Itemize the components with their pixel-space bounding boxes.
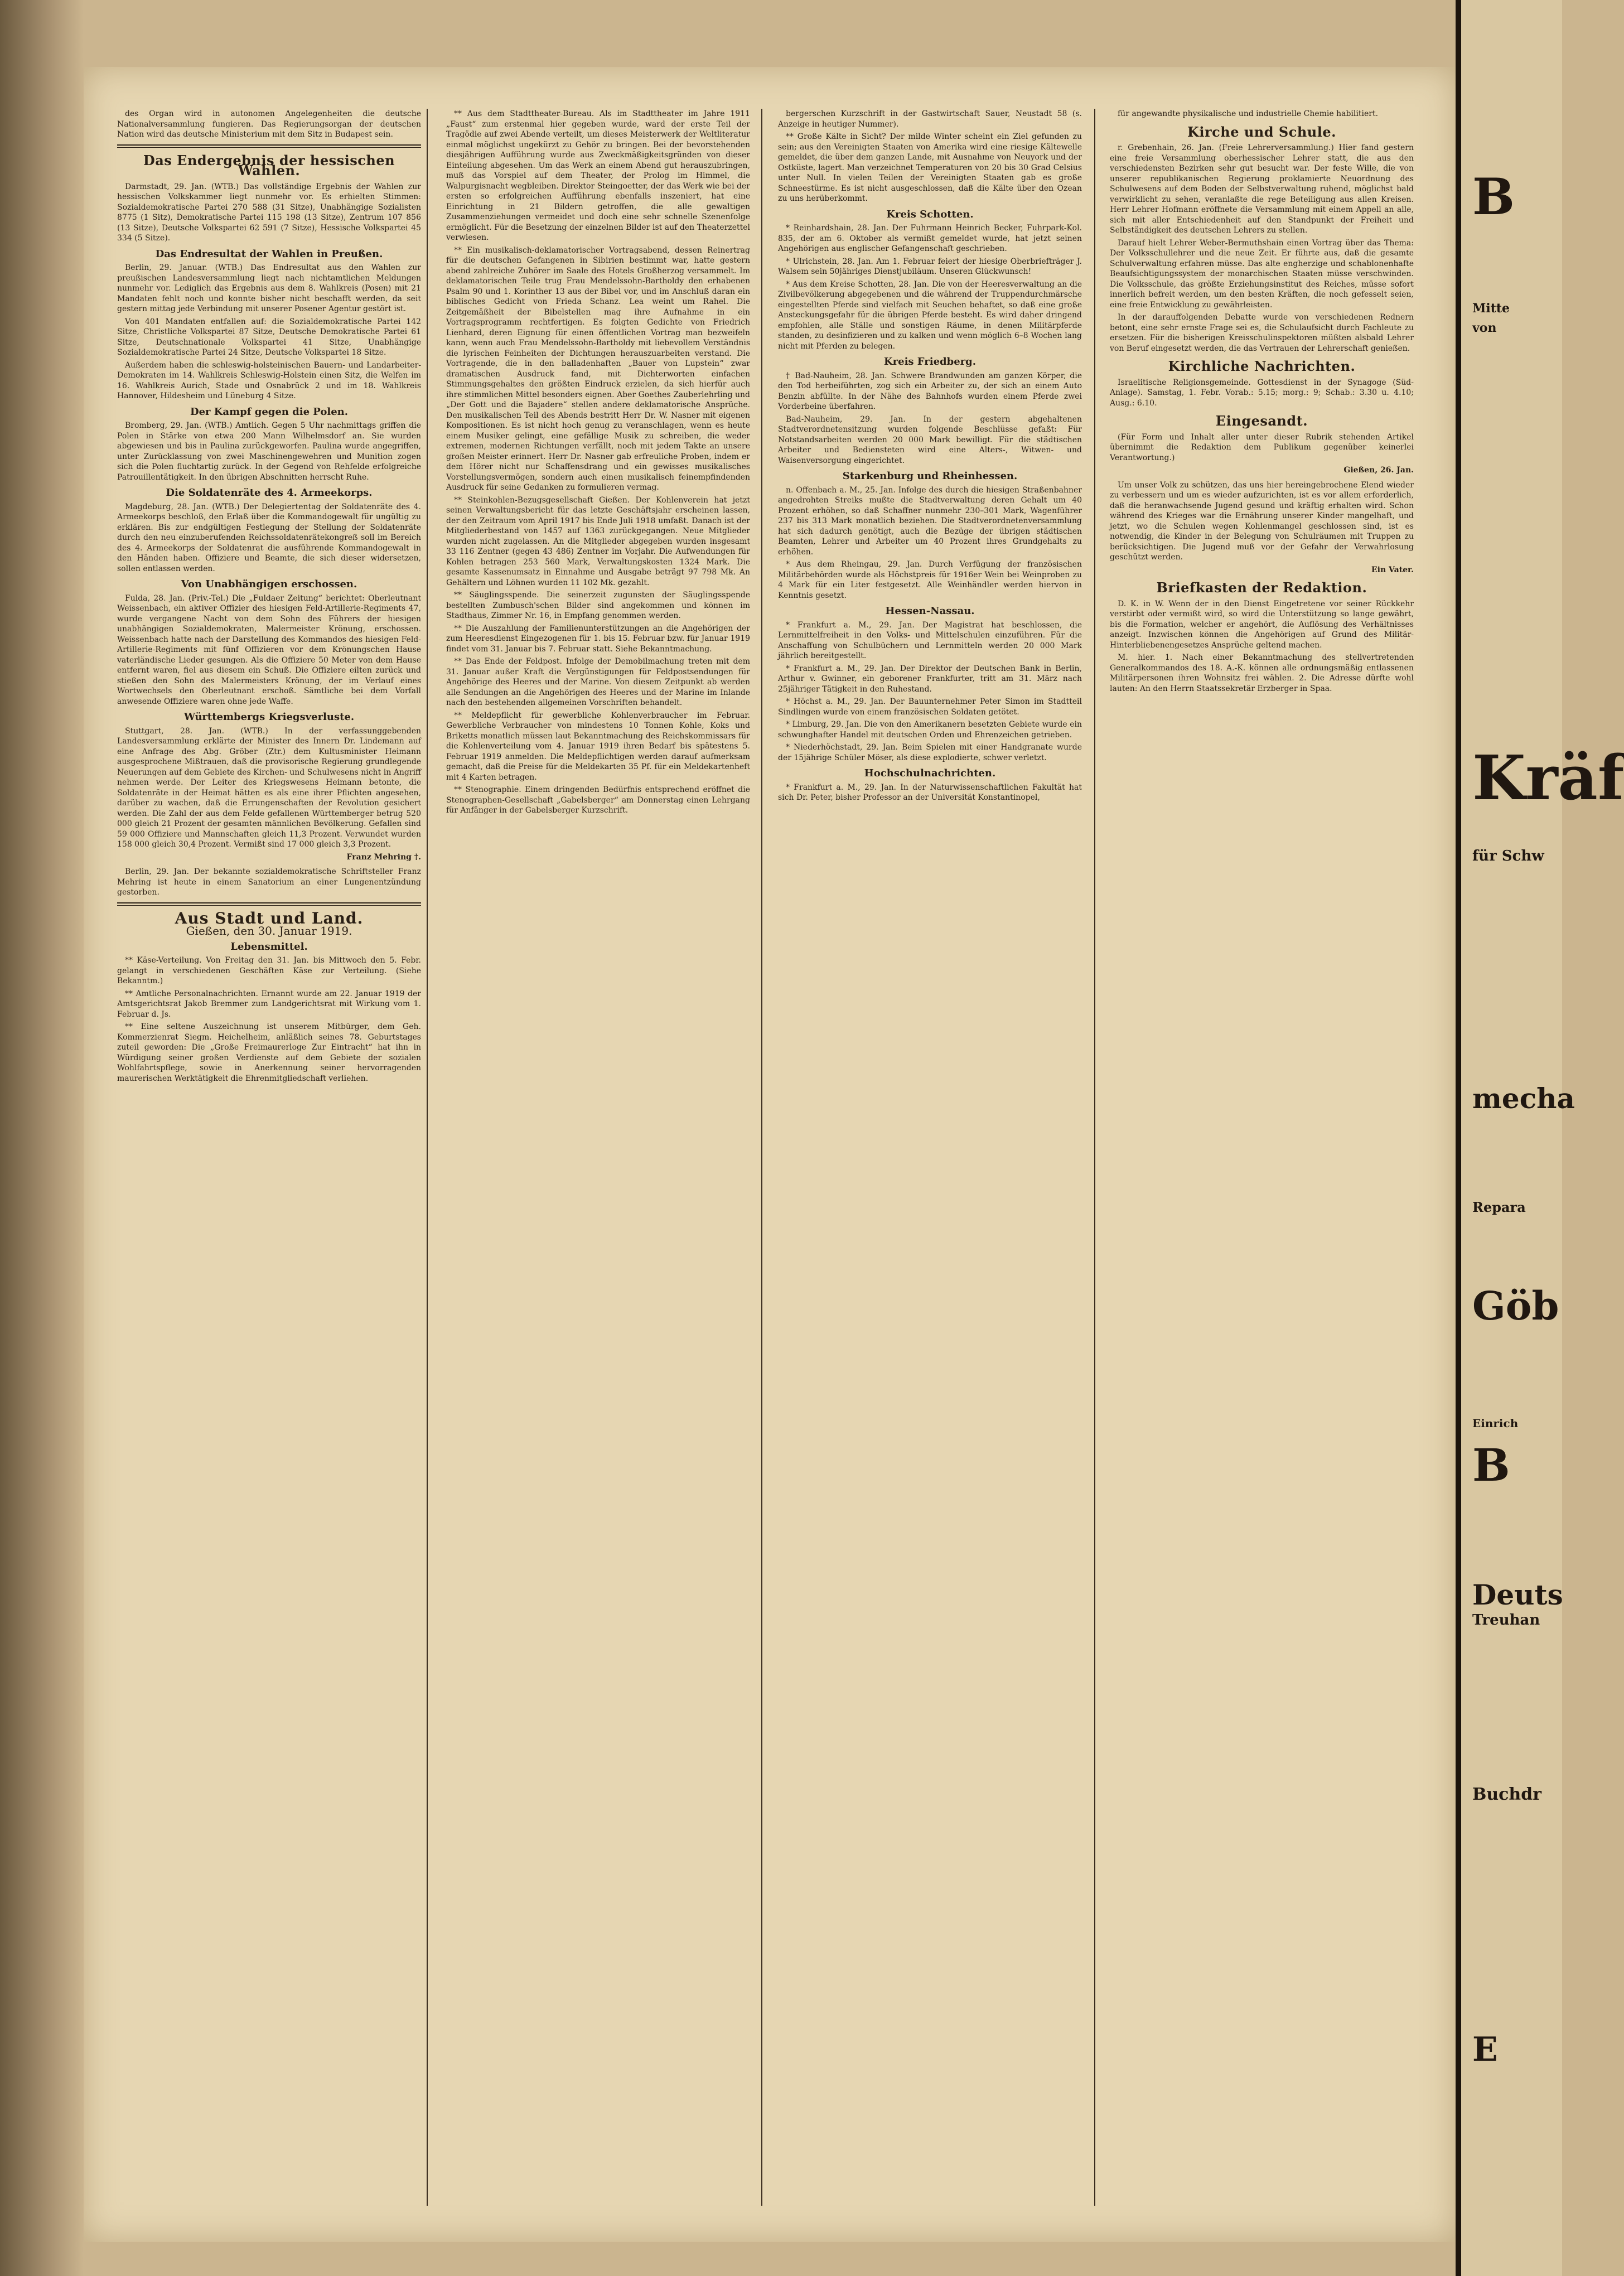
article-saeugling: ** Säuglingsspende. Die seinerzeit zugunsten der Säuglingsspende bestellten Zumbusch'schen Bilder sind angekommen und können im Stadthaus, Zimmer Nr. 16, in Empfang genommen werden.	[446, 591, 750, 620]
headline-soldaten: Die Soldatenräte des 4. Armeekorps.	[166, 487, 373, 499]
headline-kirche: Kirche und Schule.	[1187, 123, 1336, 140]
headline-kirchlich: Kirchliche Nachrichten.	[1168, 358, 1356, 374]
adjacent-page-strip	[1456, 0, 1624, 2276]
article-hochschul: * Frankfurt a. M., 29. Jan. In der Naturwissenschaftlichen Fakultät hat sich Dr. Peter, bisher Professor an der Universität Konstantinopel,	[778, 782, 1082, 802]
headline-eingesandt: Eingesandt.	[1215, 413, 1308, 429]
column-3	[778, 109, 1082, 2206]
headline-hessen-nassau: Hessen-Nassau.	[885, 605, 975, 617]
dateline: Gießen, den 30. Januar 1919.	[186, 924, 352, 938]
column-rule	[1094, 109, 1095, 2206]
article-feldpost: ** Das Ende der Feldpost. Infolge der Demobilmachung treten mit dem 31. Januar außer Kraft die Vergünstigungen für Feldpostsendungen für Angehörige des Heeres und der Marine. Von diesem Zeitpunkt ab werden alle Sendungen an die Angehörigen des Heeres und der Marine im Inlande nach den bestehenden allgemeinen Vorschriften behandelt.	[446, 657, 750, 707]
column-rule	[761, 109, 762, 2206]
strip-fragment: Treuhan	[1472, 1612, 1540, 1629]
article-mandate: Von 401 Mandaten entfallen auf: die Sozialdemokratische Partei 142 Sitze, Christliche Volkspartei 87 Sitze, Deutsche Demokratische Partei 61 Sitze, Deutschnationale Volkspartei 41 Sitze, Unabhängige Sozialdemokratische Partei 24 Sitze, Deutsche Volkspartei 18 Sitze.	[117, 317, 421, 357]
column-4	[1110, 109, 1414, 2206]
article-preussen: Berlin, 29. Januar. (WTB.) Das Endresultat aus den Wahlen zur preußischen Landesversammlung liegt nach nichtamtlichen Meldungen nunmehr vor. Lediglich das Ergebnis aus dem 8. Wahlkreis (Posen) mit 21 Mandaten fehlt noch und konnte bisher nicht beschafft werden, da seit gestern mittag jede Verbindung mit unserer Posener Agentur gestört ist.	[117, 263, 421, 313]
book-binding	[0, 0, 84, 2276]
headline-hochschul: Hochschulnachrichten.	[864, 767, 996, 779]
article-reinhardshain: * Reinhardshain, 28. Jan. Der Fuhrmann Heinrich Becker, Fuhrpark-Kol. 835, der am 6. Oktober als vermißt gemeldet wurde, hat jetzt seinen Angehörigen aus englischer Gefangenschaft geschrieben.	[778, 224, 1082, 253]
article-familien: ** Die Auszahlung der Familienunterstützungen an die Angehörigen der zum Heeresdienst Eingezogenen für 1. bis 15. Februar bzw. für Januar 1919 findet vom 31. Januar bis 7. Februar statt. Siehe Bekanntmachung.	[446, 624, 750, 654]
headline-unabh: Von Unabhängigen erschossen.	[181, 578, 357, 590]
article-soldaten: Magdeburg, 28. Jan. (WTB.) Der Delegiertentag der Soldatenräte des 4. Armeekorps beschloß, den Erlaß über die Kommandogewalt für ungültig zu erklären. Bis zur endgültigen Festlegung der Stellung der Soldatenräte durch den neu einzuberufenden Reichssoldatenrätekongreß soll im Bereich des 4. Armeekorps der Soldatenrat die ausführende Kommandogewalt in den Händen haben. Offiziere und Beamte, die sich dieser widersetzen, sollen entlassen werden.	[117, 502, 421, 573]
article-kaelte: ** Große Kälte in Sicht? Der milde Winter scheint ein Ziel gefunden zu sein; aus den Vereinigten Staaten von Amerika wird eine riesige Kältewelle gemeldet, die über dem ganzen Lande, mit Ausnahme von Neuyork und der Ostküste, lagert. Man verzeichnet Temperaturen von 20 bis 30 Grad Celsius unter Null. In vielen Teilen der Vereinigten Staaten gab es große Schneestürme. Es ist nicht ausgeschlossen, daß die Kälte über den Ozean zu uns herüberkommt.	[778, 132, 1082, 203]
article-personal: ** Amtliche Personalnachrichten. Ernannt wurde am 22. Januar 1919 der Amtsgerichtsrat Jakob Bremmer zum Landgerichtsrat mit Wirkung vom 1. Februar d. Js.	[117, 989, 421, 1019]
signature: Ein Vater.	[1371, 565, 1414, 574]
article-eingesandt: Um unser Volk zu schützen, das uns hier hereingebrochene Elend wieder zu verbessern und um es wieder aufzurichten, ist es vor allem erforderlich, daß die heranwachsende Jugend gesund und kräftig erhalten wird. Schon während des Krieges war die Ernährung unserer Kinder mangelhaft, und jetzt, wo die Schulen wegen Kohlenmangel geschlossen sind, ist es notwendig, die Kinder in der Belegung von Schulräumen mit Truppen zu berücksichtigen. Die Jugend muß vor der Gefahr der Verwahrlosung geschützt werden.	[1110, 480, 1414, 562]
article-kaese: ** Käse-Verteilung. Von Freitag den 31. Jan. bis Mittwoch den 5. Febr. gelangt in verschiedenen Geschäften Käse zur Verteilung. (Siehe Bekanntm.)	[117, 956, 421, 985]
headline-lebensmittel: Lebensmittel.	[230, 940, 308, 953]
strip-fragment: B	[1472, 1439, 1510, 1491]
headline-briefkasten: Briefkasten der Redaktion.	[1156, 579, 1367, 596]
article-israel: Israelitische Religionsgemeinde. Gottesdienst in der Synagoge (Süd-Anlage). Samstag, 1. Febr. Vorab.: 5.15; morg.: 9; Schab.: 3.30 u. 4.10; Ausg.: 6.10.	[1110, 378, 1414, 408]
article-mehring: Berlin, 29. Jan. Der bekannte sozialdemokratische Schriftsteller Franz Mehring ist heute in einem Sanatorium an einer Lungenentzündung gestorben.	[117, 867, 421, 897]
article-kohlen: ** Meldepflicht für gewerbliche Kohlenverbraucher im Februar. Gewerbliche Verbraucher von mindestens 10 Tonnen Kohle, Koks und Briketts monatlich müssen laut Bekanntmachung des Reichskommissars für die Kohlenverteilung vom 4. Januar 1919 ihren Bedarf bis spätestens 5. Februar 1919 anmelden. Die Meldepflichtigen werden darauf aufmerksam gemacht, daß die Preise für die Meldekarten 35 Pf. für ein Meldekartenheft mit 4 Karten betragen.	[446, 711, 750, 782]
strip-fragment: mecha	[1472, 1082, 1575, 1115]
article-frankfurt-1: * Frankfurt a. M., 29. Jan. Der Magistrat hat beschlossen, die Lernmittelfreiheit in den Volks- und Mittelschulen einzuführen. Für die Anschaffung von Schulbüchern und Lernmitteln werden 20 000 Mark jährlich bereitgestellt.	[778, 620, 1082, 660]
strip-fragment: Deuts	[1472, 1578, 1563, 1611]
strip-fragment: Göb	[1472, 1283, 1559, 1329]
article-weber: Darauf hielt Lehrer Weber-Bermuthshain einen Vortrag über das Thema: Der Volksschullehrer und die neue Zeit. Er führte aus, daß die gesamte Schulverwaltung erfahren müsse. Das alte engherzige und schablonenhafte Beaufsichtigungssystem der monarchischen Staaten müsse verschwinden. Die Volksschule, das größte Erziehungsinstitut des Reiches, müsse sofort innerlich befreit werden, um den besten Kräften, die noch gefesselt seien, eine freie Entwicklung zu gewährleisten.	[1110, 238, 1414, 310]
strip-fragment: Kräf	[1472, 742, 1624, 814]
divider	[117, 902, 421, 906]
article-niederhoechstadt: * Niederhöchstadt, 29. Jan. Beim Spielen mit einer Handgranate wurde der 15jährige Schüler Möser, als diese explodierte, schwer verletzt.	[778, 743, 1082, 762]
article-grebenhain: r. Grebenhain, 26. Jan. (Freie Lehrerversammlung.) Hier fand gestern eine freie Versammlung oberhessischer Lehrer statt, die aus den verschiedensten Bezirken sehr gut besucht war. Der feste Wille, die von unserer republikanischen Regierung proklamierte Neuordnung des Schulwesens auf dem Boden der Selbstverwaltung ruhend, möglichst bald verwirklicht zu sehen, veranlaßte die rege Beteiligung aus allen Kreisen. Herr Lehrer Hofmann eröffnete die Versammlung mit einem Appell an alle, sich mit aller Entschiedenheit auf den Standpunkt der Freiheit und Selbständigkeit des deutschen Lehrers zu stellen.	[1110, 143, 1414, 235]
section-title-stadt: Aus Stadt und Land.	[175, 909, 364, 927]
article-steinkohlen: ** Steinkohlen-Bezugsgesellschaft Gießen. Der Kohlenverein hat jetzt seinen Verwaltungsbericht für das letzte Geschäftsjahr erscheinen lassen, der den Zeitraum vom April 1917 bis Ende Juli 1918 umfaßt. Danach ist der Mitgliederbestand von 1457 auf 1363 zurückgegangen. Neue Mitglieder wurden nicht zugelassen. An die Mitglieder abgegeben wurden insgesamt 33 116 Zentner (gegen 43 486) Zentner im Vorjahr. Die Aufwendungen für Kohlen betragen 253 560 Mark, Verwaltungskosten 1324 Mark. Die gesamte Kassenumsatz in Einnahme und Ausgabe beträgt 97 798 Mk. An Gehältern und Löhnen wurden 11 102 Mk. gezahlt.	[446, 495, 750, 587]
article-hoechst: * Höchst a. M., 29. Jan. Der Bauunternehmer Peter Simon im Stadtteil Sindlingen wurde von einem französischen Soldaten getötet.	[778, 697, 1082, 717]
column-rule	[427, 109, 428, 2206]
strip-fragment: für Schw	[1472, 848, 1544, 864]
article-intro: des Organ wird in autonomen Angelegenheiten die deutsche Nationalversammlung fungieren. Das Regierungsorgan der deutschen Nation wird das deutsche Ministerium mit dem Sitz in Budapest sein.	[117, 109, 421, 139]
headline-wuertt: Württembergs Kriegsverluste.	[183, 711, 355, 723]
article-beschluss: In der darauffolgenden Debatte wurde von verschiedenen Rednern betont, eine sehr ernste Frage sei es, die Schulaufsicht durch Fachleute zu ersetzen. Für die bisherigen Kreisschulinspektoren müßten alsbald Lehrer von Beruf eingesetzt werden, die das Vertrauen der Lehrerschaft genießen.	[1110, 313, 1414, 353]
dateline: Gießen, 26. Jan.	[1343, 466, 1414, 475]
column-2	[446, 109, 750, 2206]
strip-fragment: Repara	[1472, 1199, 1526, 1215]
column-1	[117, 109, 421, 2206]
headline-polen: Der Kampf gegen die Polen.	[190, 405, 349, 418]
article-mhier: M. hier. 1. Nach einer Bekanntmachung des stellvertretenden Generalkommandos des 18. A.-K. können alle ordnungsmäßig entlassenen Militärpersonen ihren Wohnsitz frei wählen. 2. Die Adresse dürfte wohl lauten: An den Herrn Staatssekretär Erzberger in Spaa.	[1110, 653, 1414, 693]
article-limburg: * Limburg, 29. Jan. Die von den Amerikanern besetzten Gebiete wurde ein schwunghafter Handel mit deutschen Orden und Ehrenzeichen getrieben.	[778, 720, 1082, 740]
strip-fragment: B	[1472, 167, 1515, 226]
headline-schotten: Kreis Schotten.	[886, 208, 974, 220]
headline-starkenburg: Starkenburg und Rheinhessen.	[842, 470, 1018, 482]
article-badnauheim-1: † Bad-Nauheim, 28. Jan. Schwere Brandwunden am ganzen Körper, die den Tod herbeiführten, zog sich ein Arbeiter zu, der sich an einem Auto Benzin abfüllte. In der Nähe des Bahnhofs wurden einem Pferde zwei Vorderbeine überfahren.	[778, 371, 1082, 411]
article-wuertt: Stuttgart, 28. Jan. (WTB.) In der verfassunggebenden Landesversammlung erklärte der Minister des Innern Dr. Lindemann auf eine Anfrage des Abg. Gröber (Ztr.) dem Kultusminister Heimann ausgesprochene Mißtrauen, daß die provisorische Regierung grundlegende Neuerungen auf dem Gebiete des Kirchen- und Schulwesens nicht in Angriff nehmen werde. Der Leiter des Kriegswesens Heimann betonte, die Soldatenräte in der Heimat hätten es als eine ihrer Pflichten angesehen, darüber zu wachen, daß die Errungenschaften der Revolution gesichert werden. Die Zahl der aus dem Felde gefallenen Württemberger betrug 520 000 gleich 21 Prozent der gesamten männlichen Bevölkerung. Gefallen sind 59 000 Offiziere und Mannschaften gleich 11,3 Prozent. Verwundet wurden 158 000 gleich 30,4 Prozent. Vermißt sind 17 000 gleich 3,3 Prozent.	[117, 726, 421, 849]
article-dk: D. K. in W. Wenn der in den Dienst Eingetretene vor seiner Rückkehr verstirbt oder vermißt wird, so wird die Unterstützung so lange gewährt, bis die Formation, welcher er angehört, die Auflösung des Verhältnisses anzeigt. Inzwischen können die Angehörigen auf Grund des Militär-Hinterbliebenengesetzes Ansprüche geltend machen.	[1110, 599, 1414, 650]
article-steno: ** Stenographie. Einem dringenden Bedürfnis entsprechend eröffnet die Stenographen-Gesellschaft „Gabelsberger“ am Donnerstag einen Lehrgang für Anfänger in der Gabelsberger Kurzschrift.	[446, 785, 750, 815]
editor-note: (Für Form und Inhalt aller unter dieser Rubrik stehenden Artikel übernimmt die Redaktion dem Publikum gegenüber keinerlei Verantwortung.)	[1110, 432, 1414, 462]
article-aus-kreis: * Aus dem Kreise Schotten, 28. Jan. Die von der Heeresverwaltung an die Zivilbevölkerung abgegebenen und die während der Truppendurchmärsche eingestellten Pferde sind vielfach mit Seuchen behaftet, so daß eine große Ansteckungsgefahr für die übrigen Pferde besteht. Es wird daher dringend empfohlen, alle Ställe und sonstigen Räume, in denen Militärpferde standen, zu desinfizieren und zu kalken und wenn möglich 6–8 Wochen lang nicht mit Pferden zu belegen.	[778, 279, 1082, 351]
divider	[117, 144, 421, 148]
article-rheingau: * Aus dem Rheingau, 29. Jan. Durch Verfügung der französischen Militärbehörden wurde als Höchstpreis für 1916er Wein bei Weinproben zu 4 Mark für ein Liter festgesetzt. Alle Weinhändler werden hiervon in Kenntnis gesetzt.	[778, 560, 1082, 600]
article-musik: ** Ein musikalisch-deklamatorischer Vortragsabend, dessen Reinertrag für die deutschen Gefangenen in Sibirien bestimmt war, hatte gestern abend zahlreiche Zuhörer im Saale des Hotels Großherzog versammelt. Im deklamatorischen Teile trug Frau Mendelssohn-Bartholdy den erhabenen Psalm 90 und 1. Korinther 13 aus der Bibel vor, und im Anschluß daran ein biblisches Gedicht von Frieda Schanz. Lea weint um Rahel. Die Zeitgemäßheit der Bibelstellen mag ihre Aufnahme in ein Vortragsprogramm rechtfertigen. Es folgten Gedichte von Friedrich Lienhard, deren Eignung für einen öffentlichen Vortrag man bezweifeln kann, wenn auch Frau Mendelssohn-Bartholdy mit liebevollem Verständnis die lyrischen Feinheiten der Dichtungen herauszuarbeiten verstand. Die Vortragende, die in den balladenhaften „Bauer von Lupstein“ zwar dramatischen Ausdruck fand, mit Dichterworten einfachen Stimmungsgehaltes den größten Eindruck erzielen, da sich hierfür auch ihre stimmlichen Mittel besonders eignen. Aber Goethes Zauberlehrling und „Der Gott und die Bajadere“ stellen andere deklamatorische Ansprüche. Den musikalischen Teil des Abends bestritt Herr Dr. W. Nasner mit eigenen Kompositionen. Es ist nicht hoch genug zu veranschlagen, wenn es heute einem Musiker gelingt, eine gefällige Musik zu schreiben, die weder extremen, modernen Richtungen verfällt, noch mit jedem Takte an unsere großen Meister erinnert. Herr Dr. Nasner gab erfreuliche Proben, indem er dem Hörer nicht nur Schaffensdrang und ein gewisses musikalisches Vorstellungsvermögen, sondern auch einen musikalisch feinempfindenden Ausdruck für seine Gedanken zu formulieren vermag.	[446, 245, 750, 492]
headline-friedberg: Kreis Friedberg.	[883, 356, 976, 368]
strip-fragment: Buchdr	[1472, 1785, 1542, 1804]
strip-fragment: Einrich	[1472, 1417, 1519, 1430]
article-frankfurt-2: * Frankfurt a. M., 29. Jan. Der Direktor der Deutschen Bank in Berlin, Arthur v. Gwinner, ein geborener Frankfurter, tritt am 31. März nach 25jähriger Tätigkeit in den Ruhestand.	[778, 664, 1082, 694]
article-intro: für angewandte physikalische und industrielle Chemie habilitiert.	[1118, 109, 1379, 118]
article-gastwirt: bergerschen Kurzschrift in der Gastwirtschaft Sauer, Neustadt 58 (s. Anzeige in heutiger Nummer).	[778, 109, 1082, 129]
article-offenbach: n. Offenbach a. M., 25. Jan. Infolge des durch die hiesigen Straßenbahner angedrohten Streiks mußte die Stadtverwaltung deren Gehalt um 40 Prozent erhöhen, so daß Schaffner nunmehr 230–301 Mark, Wagenführer 237 bis 313 Mark monatlich beziehen. Die Stadtverordnetenversammlung hat sich dadurch genötigt, auch die Bezüge der übrigen städtischen Beamten, Lehrer und Arbeiter um 40 Prozent ihres Grundgehalts zu erhöhen.	[778, 485, 1082, 557]
headline-hessen: Das Endergebnis der hessischen Wahlen.	[143, 152, 395, 178]
article-theater: ** Aus dem Stadttheater-Bureau. Als im Stadttheater im Jahre 1911 „Faust“ zum erstenmal hier gegeben wurde, ward der erste Teil der Tragödie auf zwei Abende verteilt, um dieses Meisterwerk der Weltliteratur einmal möglichst ungekürzt zu Gehör zu bringen. Bei der bevorstehenden diesjährigen Aufführung wurde aus Zweckmäßigkeitsgründen von dieser Einteilung abgesehen. Um das Werk an einem Abend gut herauszubringen, muß das Vorspiel auf dem Theater, der Prolog im Himmel, die Walpurgisnacht wegbleiben. Direktor Steingoetter, der das Werk wie bei der ersten so erfolgreichen Aufführung ebenfalls inszeniert, hat eine Einrichtung in 21 Bildern getroffen, die alle gewaltigen Zusammenziehungen vermeidet und doch eine sehr schnelle Szenenfolge ermöglicht. Für die Besetzung der einzelnen Bilder ist auf den Theaterzettel verwiesen.	[446, 109, 750, 242]
article-badnauheim-2: Bad-Nauheim, 29. Jan. In der gestern abgehaltenen Stadtverordnetensitzung wurden folgende Beschlüsse gefaßt: Für Notstandsarbeiten werden 20 000 Mark bewilligt. Für die städtischen Arbeiter und Bediensteten wird eine Alters-, Witwen- und Waisenversorgung eingerichtet.	[778, 414, 1082, 465]
strip-fragment: Mitte	[1472, 301, 1510, 316]
article-hessen: Darmstadt, 29. Jan. (WTB.) Das vollständige Ergebnis der Wahlen zur hessischen Volkskammer liegt nunmehr vor. Es erhielten Stimmen: Sozialdemokratische Partei 270 588 (31 Sitze), Unabhängige Sozialisten 8775 (1 Sitz), Demokratische Partei 115 198 (13 Sitze), Zentrum 107 856 (13 Sitze), Deutsche Volkspartei 62 591 (7 Sitze), Hessische Volkspartei 45 334 (5 Sitze).	[117, 182, 421, 243]
article-auszerdem: Außerdem haben die schleswig-holsteinischen Bauern- und Landarbeiter-Demokraten im 14. Wahlkreis Schleswig-Holstein einen Sitz, die Welfen im 16. Wahlkreis Aurich, Stade und Osnabrück 2 und im 18. Wahlkreis Hannover, Hildesheim und Lüneburg 4 Sitze.	[117, 360, 421, 400]
strip-fragment: von	[1472, 321, 1497, 335]
article-ulrichstein: * Ulrichstein, 28. Jan. Am 1. Februar feiert der hiesige Oberbriefträger J. Walsem sein 50jähriges Dienstjubiläum. Unseren Glückwunsch!	[778, 257, 1082, 276]
headline-preussen: Das Endresultat der Wahlen in Preußen.	[155, 248, 383, 260]
strip-fragment: E	[1472, 2030, 1498, 2069]
headline-mehring: Franz Mehring †.	[346, 852, 421, 862]
article-unabh: Fulda, 28. Jan. (Priv.-Tel.) Die „Fuldaer Zeitung“ berichtet: Oberleutnant Weissenbach, ein aktiver Offizier des hiesigen Feld-Artillerie-Regiments 47, wurde vergangene Nacht von dem Sohn des Führers der hiesigen unabhängigen Sozialdemokraten, Malermeister Krönung, erschossen. Weissenbach hatte nach der Darstellung des Kommandos des hiesigen Feld-Artillerie-Regiments mit fünf Offizieren vor dem Krönungschen Hause vaterländische Lieder gesungen. Als die Offiziere 50 Meter von dem Hause entfernt waren, fiel aus diesem ein Schuß. Die Offiziere eilten zurück und stießen den Sohn des Malermeisters Krönung, der im Verlauf eines Wortwechsels den Oberleutnant erschoß. Sämtliche bei dem Vorfall anwesende Offiziere waren ohne jede Waffe.	[117, 593, 421, 706]
article-auszeichnung: ** Eine seltene Auszeichnung ist unserem Mitbürger, dem Geh. Kommerzienrat Siegm. Heichelheim, anläßlich seines 78. Geburtstages zuteil geworden: Die „Große Freimaurerloge Zur Eintracht“ hat ihn in Würdigung seiner großen Verdienste auf dem Gebiete der sozialen Wohlfahrtspflege, sowie in Anerkennung seiner hervorragenden maurerischen Werktätigkeit die Ehrenmitgliedschaft verliehen.	[117, 1022, 421, 1083]
article-polen: Bromberg, 29. Jan. (WTB.) Amtlich. Gegen 5 Uhr nachmittags griffen die Polen in Stärke von etwa 200 Mann Wilhelmsdorf an. Sie wurden abgewiesen und bis in Paulina zurückgeworfen. Paulina wurde angegriffen, unter Zurücklassung von zwei Maschinengewehren und Munition zogen sich die Polen fluchtartig zurück. In der Gegend von Rehfelde erfolgreiche Patrouillentätigkeit. In den übrigen Abschnitten herrscht Ruhe.	[117, 421, 421, 482]
